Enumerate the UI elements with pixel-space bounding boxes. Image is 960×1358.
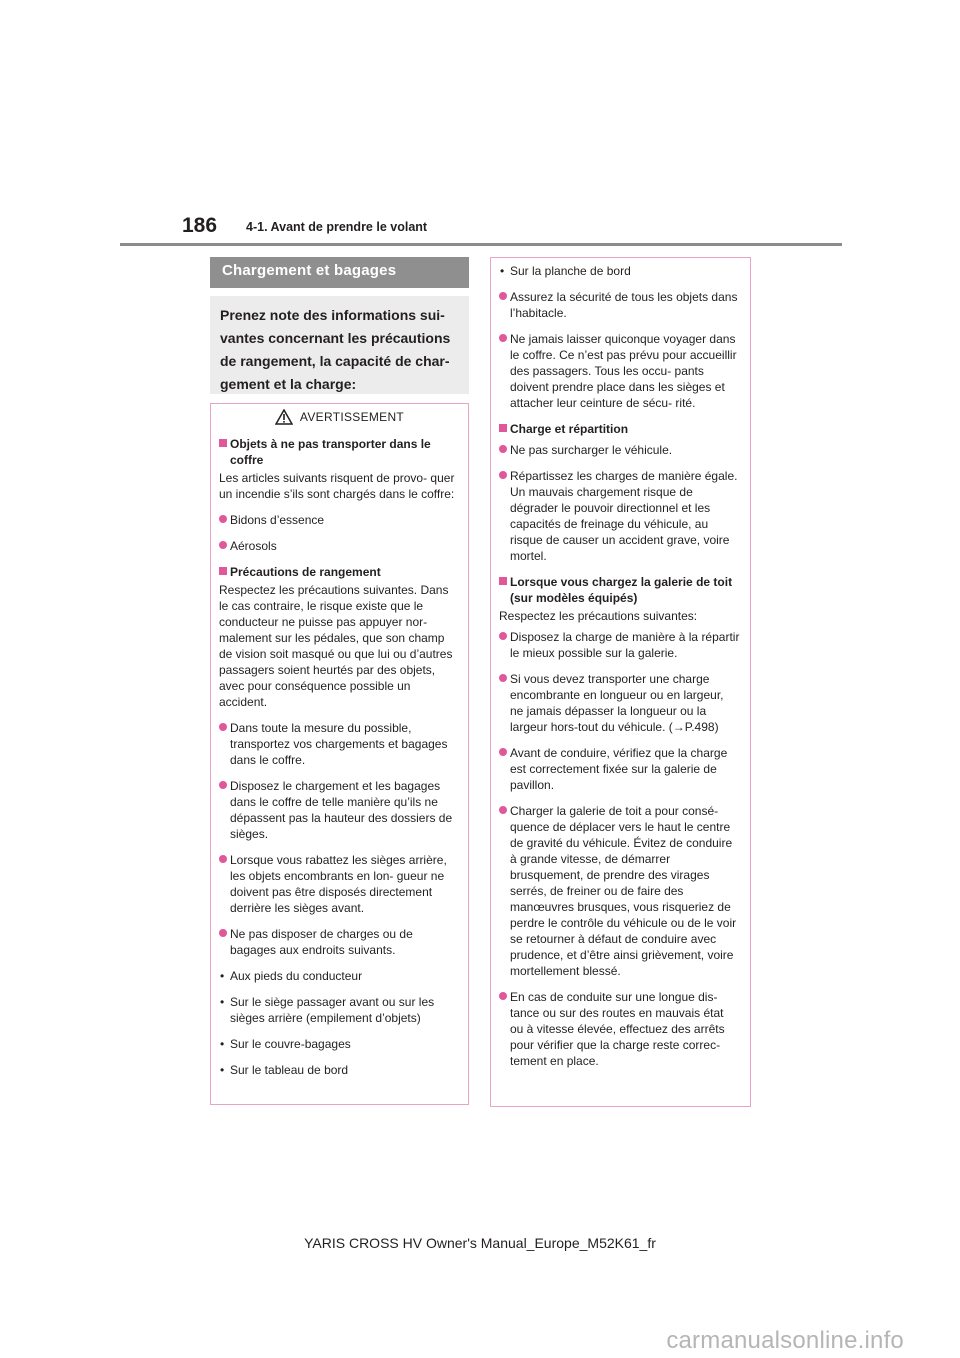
list-item: Aérosols bbox=[219, 538, 458, 554]
list-item: Assurez la sécurité de tous les objets dans l’habitacle. bbox=[499, 289, 740, 321]
list-item: Ne pas surcharger le véhicule. bbox=[499, 442, 740, 458]
warning-box bbox=[210, 403, 469, 1105]
list-item: Si vous devez transporter une charge encombrante en longueur ou en largeur, ne jamais dépasser la longueur ou la largeur hors-tout du véhicule. (→P.498) bbox=[499, 671, 740, 735]
page-heading: Chargement et bagages bbox=[210, 257, 469, 288]
header-rule bbox=[120, 243, 842, 246]
intro-text: Prenez note des informations sui- vantes concernant les précautions de rangement, la capacité de char- gement et la charge: bbox=[220, 307, 451, 392]
section-title: 4-1. Avant de prendre le volant bbox=[246, 220, 428, 234]
section-heading: Charge et répartition bbox=[499, 421, 740, 437]
list-item: En cas de conduite sur une longue dis- tance ou sur des routes en mauvais état ou à vitesse élevée, effectuez des arrêts pour vérifier que la charge reste correc- tement en place. bbox=[499, 989, 740, 1069]
warning-box-continued bbox=[490, 257, 751, 1107]
list-item: Lorsque vous rabattez les sièges arrière, les objets encombrants en lon- gueur ne doivent pas être disposés directement derrière les sièges avant. bbox=[219, 852, 458, 916]
list-item: Avant de conduire, vérifiez que la charge est correctement fixée sur la galerie de pavillon. bbox=[499, 745, 740, 793]
list-item: Ne pas disposer de charges ou de bagages aux endroits suivants. bbox=[219, 926, 458, 958]
list-item: Répartissez les charges de manière égale. Un mauvais chargement risque de dégrader le pouvoir directionnel et les capacités de freinage du véhicule, au risque de causer un accident grave, voire mortel. bbox=[499, 468, 740, 564]
list-item: Disposez le chargement et les bagages dans le coffre de telle manière qu’ils ne dépassent pas la hauteur des dossiers de sièges. bbox=[219, 778, 458, 842]
list-item: Ne jamais laisser quiconque voyager dans le coffre. Ce n’est pas prévu pour accueillir des passagers. Tous les occu- pants doivent prendre place dans les sièges et attacher leur ceinture de sécu- rité. bbox=[499, 331, 740, 411]
section-text: Les articles suivants risquent de provo- quer un incendie s’ils sont chargés dans le coffre: bbox=[219, 471, 455, 501]
sub-list-item: • Sur le tableau de bord bbox=[219, 1062, 458, 1078]
section-heading: Précautions de rangement bbox=[219, 564, 458, 580]
list-item: Bidons d’essence bbox=[219, 512, 458, 528]
footer-text: YARIS CROSS HV Owner's Manual_Europe_M52K61_fr bbox=[304, 1235, 656, 1251]
list-item: Dans toute la mesure du possible, transportez vos chargements et bagages dans le coffre. bbox=[219, 720, 458, 768]
sub-list-item: • Sur le couvre-bagages bbox=[219, 1036, 458, 1052]
list-item: Charger la galerie de toit a pour consé- quence de déplacer vers le haut le centre de gravité du véhicule. Évitez de conduire à grande vitesse, de démarrer brusquement, de prendre des virages serrés, de freiner ou de faire des manœuvres brusques, vous risqueriez de perdre le contrôle du véhicule ou de le voir se retourner à défaut de conduire avec prudence, et d’être ainsi grièvement, voire mortellement blessé. bbox=[499, 803, 740, 979]
watermark: carmanualsonline.info bbox=[666, 1327, 904, 1354]
warning-icon bbox=[275, 409, 293, 425]
page-number: 186 bbox=[182, 214, 218, 237]
section-heading: Lorsque vous chargez la galerie de toit (sur modèles équipés) bbox=[499, 574, 740, 606]
sub-list-item: • Aux pieds du conducteur bbox=[219, 968, 458, 984]
sub-list-item: • Sur le siège passager avant ou sur les sièges arrière (empilement d’objets) bbox=[219, 994, 458, 1026]
warning-header bbox=[211, 404, 468, 430]
warning-label: AVERTISSEMENT bbox=[299, 410, 405, 424]
section-text: Respectez les précautions suivantes: bbox=[499, 609, 698, 623]
section-text: Respectez les précautions suivantes. Dans le cas contraire, le risque existe que le conducteur ne puisse pas appuyer nor- malement sur les pédales, que son champ de vision soit masqué ou que lui ou d’autres passagers soient heurtés par des objets, avec pour conséquence possible un accident. bbox=[219, 583, 453, 709]
intro-box bbox=[210, 296, 469, 394]
sub-list-item: • Sur la planche de bord bbox=[499, 263, 740, 279]
list-item: Disposez la charge de manière à la répartir le mieux possible sur la galerie. bbox=[499, 629, 740, 661]
section-heading: Objets à ne pas transporter dans le coffre bbox=[219, 436, 458, 468]
